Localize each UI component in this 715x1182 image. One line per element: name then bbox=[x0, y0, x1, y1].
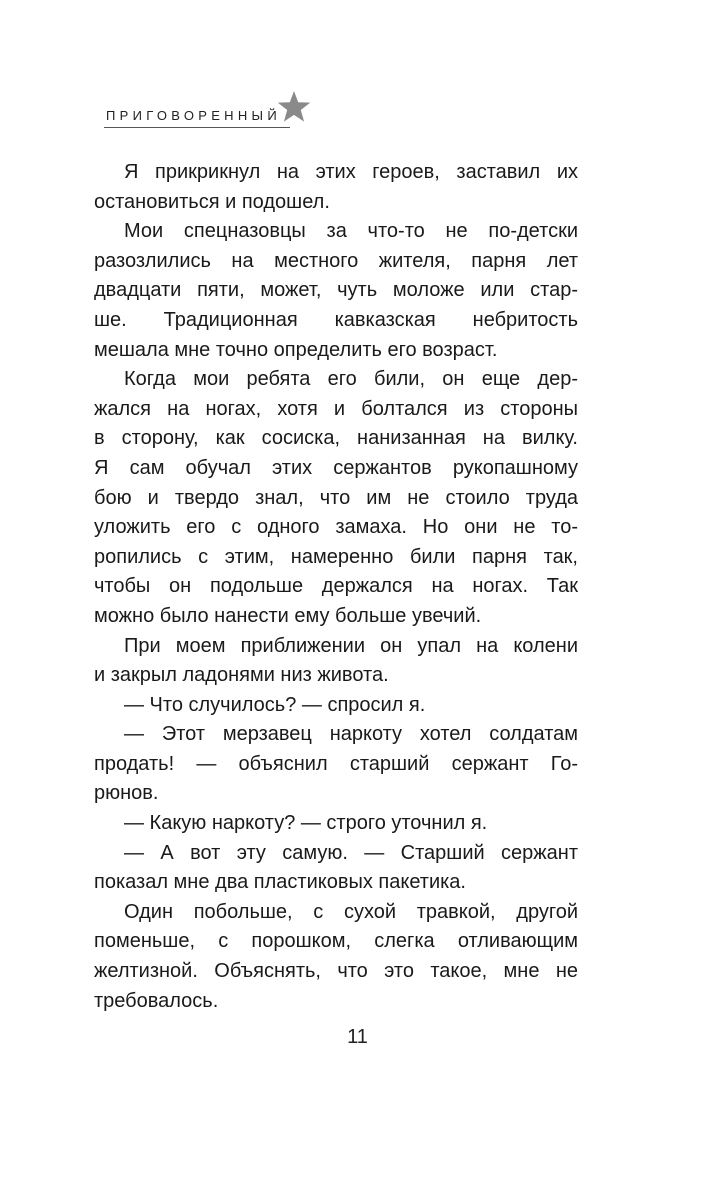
paragraph bbox=[94, 898, 578, 1016]
star-icon bbox=[276, 90, 312, 124]
text-line: требовалось. bbox=[94, 989, 219, 1012]
text-line: При моем приближении он упал на колени bbox=[124, 634, 578, 657]
paragraph bbox=[94, 720, 578, 809]
paragraph bbox=[94, 365, 578, 631]
paragraph bbox=[94, 691, 578, 721]
body-text bbox=[94, 158, 578, 1016]
text-line: желтизной. Объяснять, что это такое, мне не bbox=[94, 960, 578, 983]
text-line: — А вот эту самую. — Старший сержант bbox=[124, 841, 578, 864]
star-shape bbox=[278, 91, 310, 122]
text-line: Я сам обучал этих сержантов рукопашному bbox=[94, 456, 578, 479]
text-line: поменьше, с порошком, слегка отливающим bbox=[94, 930, 578, 953]
text-line: двадцати пяти, может, чуть моложе или стар- bbox=[94, 279, 578, 302]
text-line: Когда мои ребята его били, он еще дер- bbox=[124, 368, 578, 391]
text-line: уложить его с одного замаха. Но они не то- bbox=[94, 516, 578, 539]
text-line: рюнов. bbox=[94, 782, 159, 805]
text-line: мешала мне точно определить его возраст. bbox=[94, 338, 498, 361]
text-line: продать! — объяснил старший сержант Го- bbox=[94, 752, 578, 775]
text-line: — Этот мерзавец наркоту хотел солдатам bbox=[124, 723, 578, 746]
text-line: ше. Традиционная кавказская небритость bbox=[94, 308, 578, 331]
paragraph bbox=[94, 809, 578, 839]
text-line: показал мне два пластиковых пакетика. bbox=[94, 871, 466, 894]
paragraph bbox=[94, 839, 578, 898]
running-title: ПРИГОВОРЕННЫЙ bbox=[106, 108, 282, 123]
text-line: Один побольше, с сухой травкой, другой bbox=[124, 900, 578, 923]
text-line: остановиться и подошел. bbox=[94, 190, 330, 213]
text-line: и закрыл ладонями низ живота. bbox=[94, 664, 389, 687]
text-line: разозлились на местного жителя, парня лет bbox=[94, 249, 578, 272]
text-line: — Что случилось? — спросил я. bbox=[124, 693, 426, 716]
text-line: Я прикрикнул на этих героев, заставил их bbox=[124, 161, 578, 183]
page-number: 11 bbox=[347, 1026, 368, 1048]
text-line: — Какую наркоту? — строго уточнил я. bbox=[124, 812, 488, 835]
running-header bbox=[104, 88, 314, 132]
text-line: ропились с этим, намеренно били парня так, bbox=[94, 545, 578, 568]
paragraph bbox=[94, 158, 578, 217]
paragraph bbox=[94, 217, 578, 365]
text-line: бою и твердо знал, что им не стоило труда bbox=[94, 486, 578, 509]
text-line: можно было нанести ему больше увечий. bbox=[94, 604, 482, 627]
text-line: в сторону, как сосиска, нанизанная на вилку. bbox=[94, 427, 578, 450]
text-line: чтобы он подольше держался на ногах. Так bbox=[94, 575, 578, 598]
header-rule bbox=[104, 127, 290, 128]
paragraph bbox=[94, 632, 578, 691]
text-line: Мои спецназовцы за что-то не по-детски bbox=[124, 220, 578, 243]
text-line: жался на ногах, хотя и болтался из стороны bbox=[94, 397, 578, 420]
